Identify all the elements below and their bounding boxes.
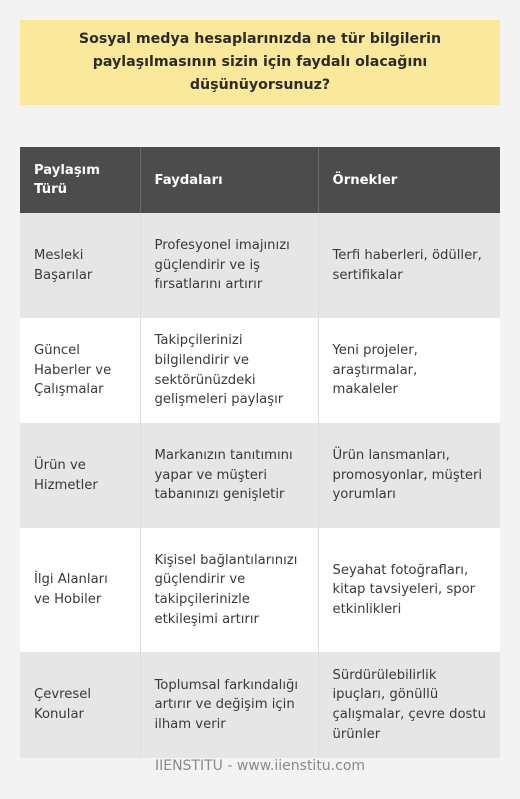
table-header-row xyxy=(20,147,500,213)
cell-sharing-type: Güncel Haberler ve Çalışmalar xyxy=(20,318,140,423)
cell-sharing-type: Çevresel Konular xyxy=(20,652,140,758)
header-sharing-type: Paylaşım Türü xyxy=(20,147,140,213)
question-text: Sosyal medya hesaplarınızda ne tür bilgilerin paylaşılmasının sizin için faydalı olacağını düşünüyorsunuz? xyxy=(78,31,442,93)
cell-sharing-type: Ürün ve Hizmetler xyxy=(20,423,140,528)
cell-examples: Ürün lansmanları, promosyonlar, müşteri yorumları xyxy=(318,423,500,528)
table-row xyxy=(20,423,500,528)
table-row xyxy=(20,652,500,758)
cell-benefits: Toplumsal farkındalığı artırır ve değişim için ilham verir xyxy=(140,652,318,758)
cell-benefits: Markanızın tanıtımını yapar ve müşteri tabanınızı genişletir xyxy=(140,423,318,528)
cell-benefits: Takipçilerinizi bilgilendirir ve sektörünüzdeki gelişmeleri paylaşır xyxy=(140,318,318,423)
cell-examples: Yeni projeler, araştırmalar, makaleler xyxy=(318,318,500,423)
header-benefits: Faydaları xyxy=(140,147,318,213)
sharing-types-table xyxy=(20,147,500,758)
cell-benefits: Kişisel bağlantılarınızı güçlendirir ve takipçilerinizle etkileşimi artırır xyxy=(140,528,318,652)
cell-examples: Sürdürülebilirlik ipuçları, gönüllü çalışmalar, çevre dostu ürünler xyxy=(318,652,500,758)
table-row xyxy=(20,528,500,652)
footer-credit: IIENSTITU - www.iienstitu.com xyxy=(154,758,366,774)
cell-benefits: Profesyonel imajınızı güçlendirir ve iş fırsatlarını artırır xyxy=(140,213,318,318)
cell-sharing-type: İlgi Alanları ve Hobiler xyxy=(20,528,140,652)
question-banner xyxy=(20,20,500,105)
table-row xyxy=(20,213,500,318)
cell-examples: Seyahat fotoğrafları, kitap tavsiyeleri, spor etkinlikleri xyxy=(318,528,500,652)
cell-examples: Terfi haberleri, ödüller, sertifikalar xyxy=(318,213,500,318)
header-examples: Örnekler xyxy=(318,147,500,213)
cell-sharing-type: Mesleki Başarılar xyxy=(20,213,140,318)
table-row xyxy=(20,318,500,423)
